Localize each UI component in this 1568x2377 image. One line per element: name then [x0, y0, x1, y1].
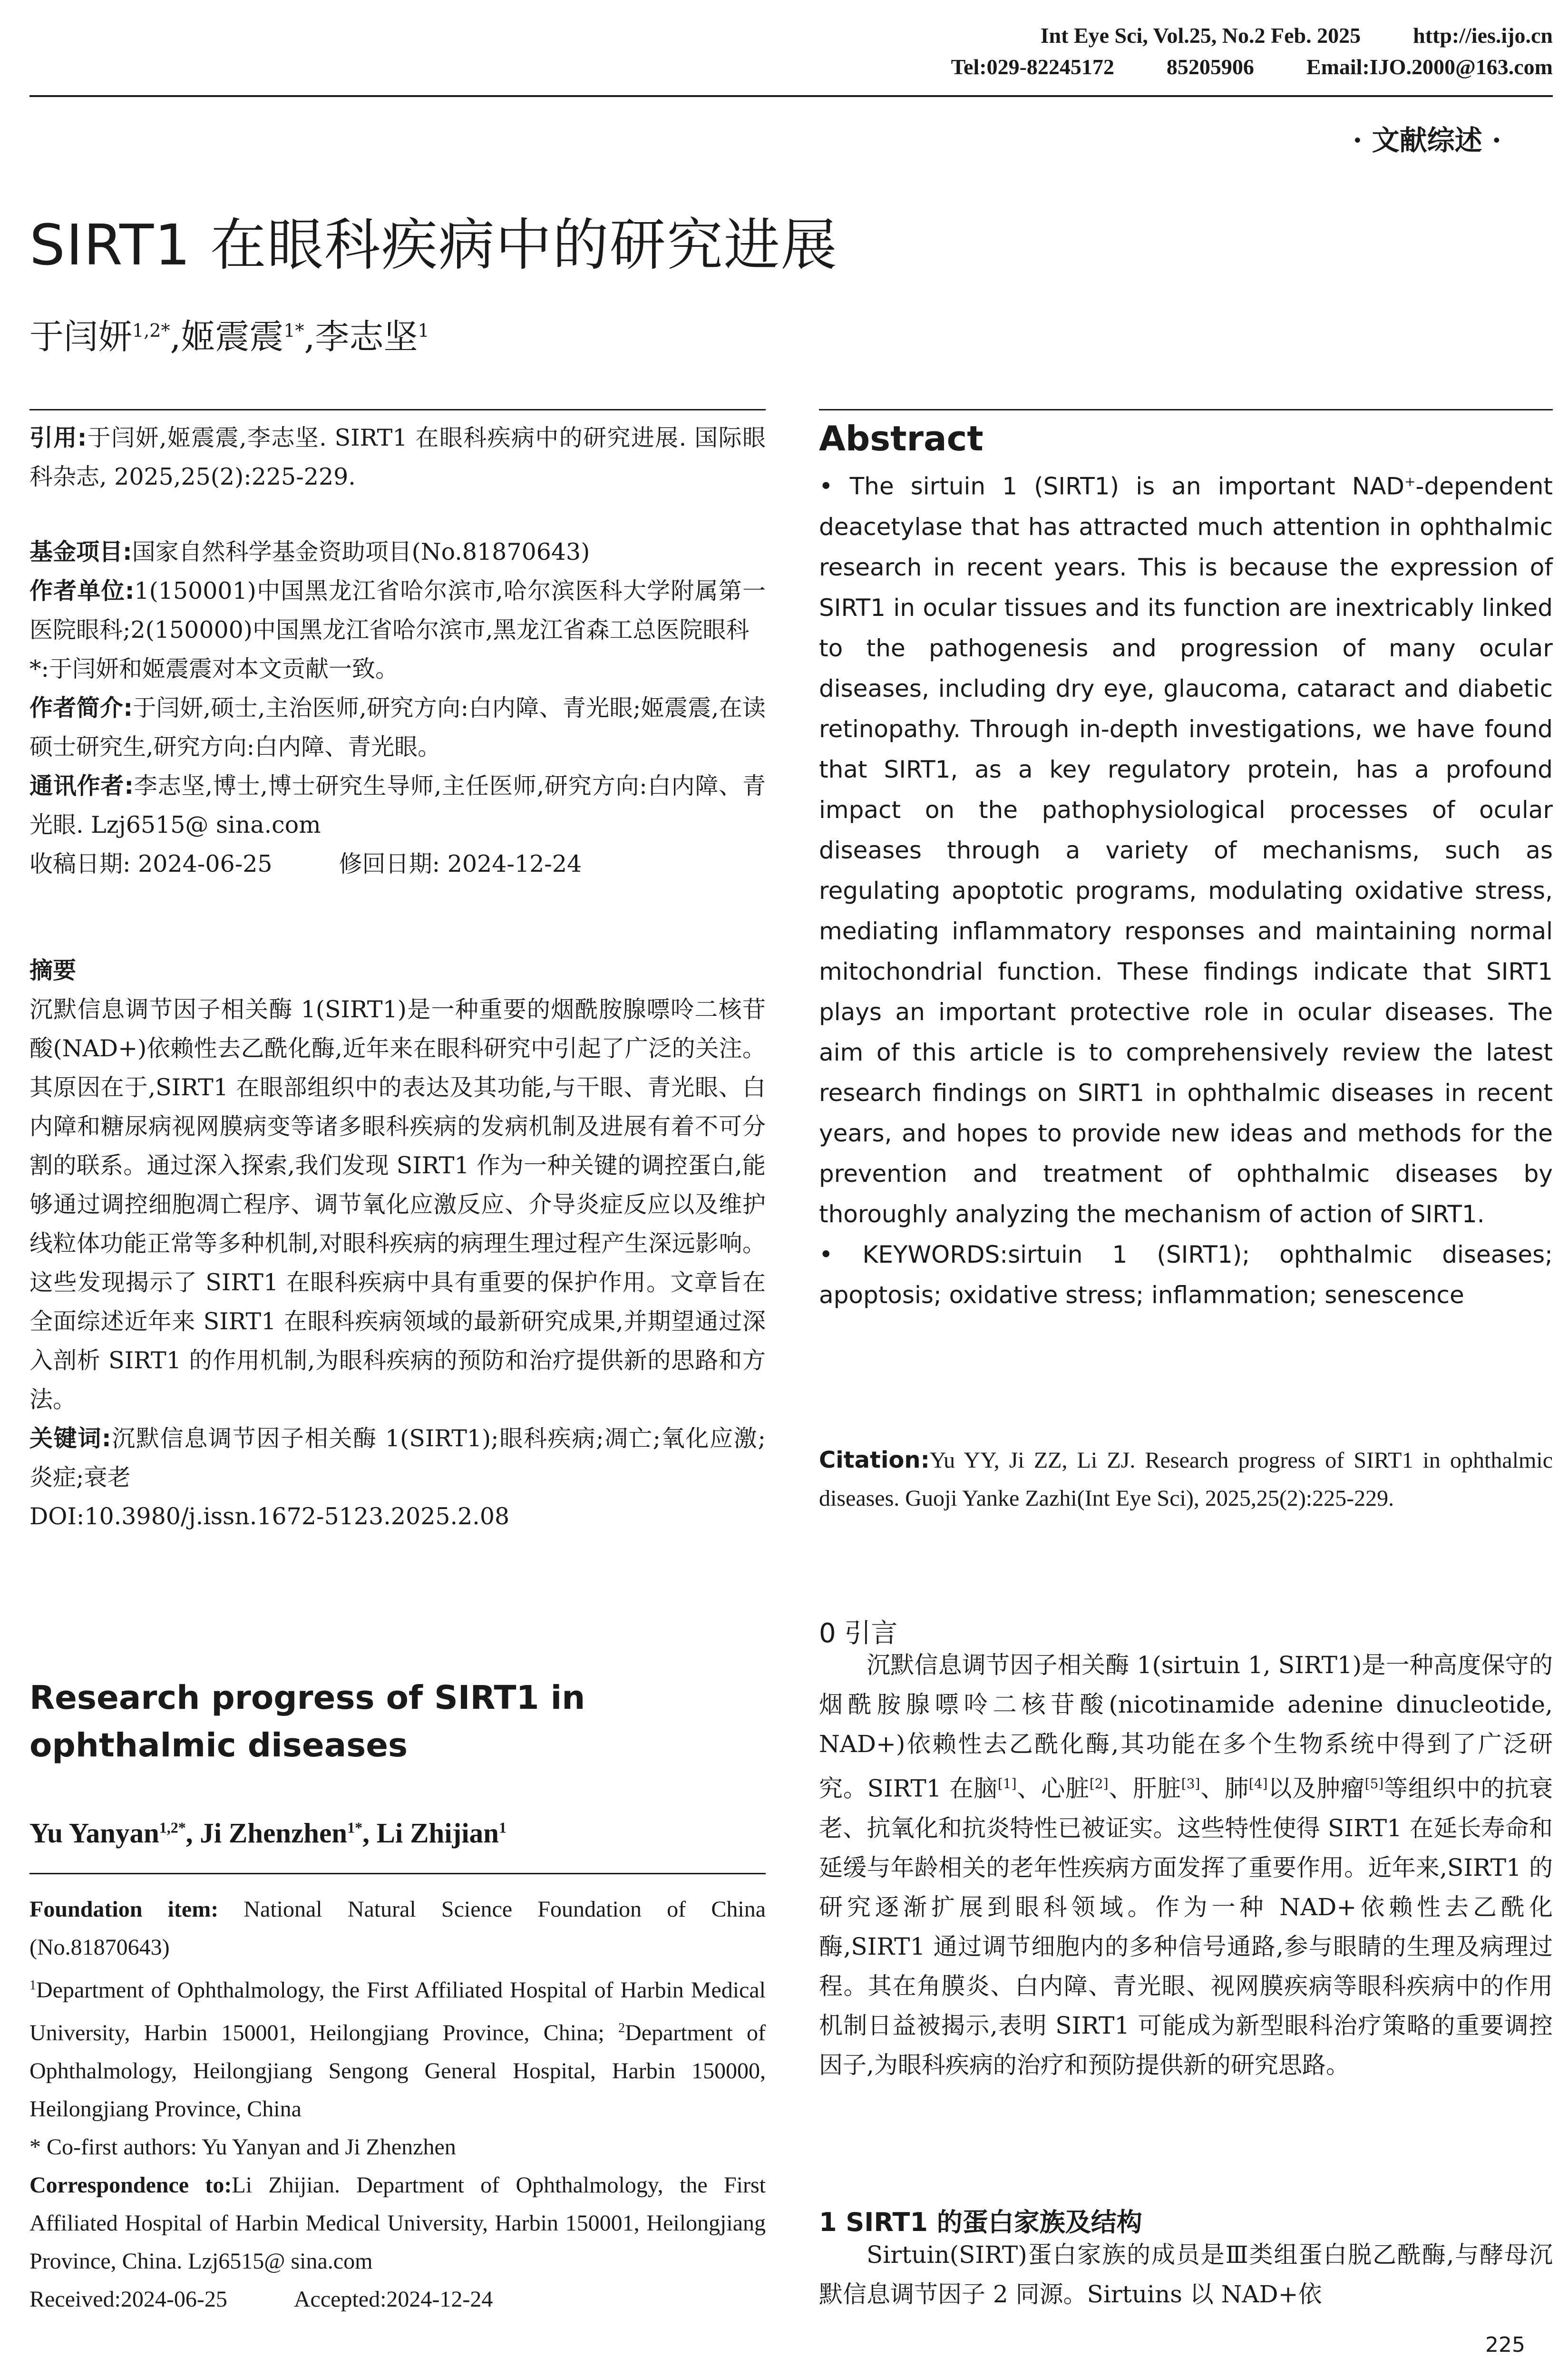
received-en: Received:2024-06-25	[29, 2287, 227, 2312]
left-column-rule	[29, 409, 766, 410]
reference-link[interactable]: [2]	[1089, 1776, 1109, 1792]
revised-date: 修回日期: 2024-12-24	[339, 850, 582, 877]
affiliation-2: Department of Ophthalmology, Heilongjiang Sengong General Hospital, Harbin 150000, Heilongjiang Province, China	[29, 2020, 766, 2122]
reference-link[interactable]: [5]	[1364, 1776, 1384, 1792]
equal-contribution-note: *:于闫妍和姬震震对本文贡献一致。	[29, 655, 399, 682]
author-list: 于闫妍$^{1,2*}$,姬震震$^{1*}$,李志坚$^1$	[29, 317, 429, 357]
bio-text: 于闫妍,硕士,主治医师,研究方向:白内障、青光眼;姬震震,在读硕士研究生,研究方向:白内障、青光眼。	[29, 694, 766, 760]
citation-label: Citation:	[819, 1447, 930, 1473]
accepted-en: Accepted:2024-12-24	[293, 2287, 493, 2312]
author-name: 李志坚	[315, 317, 418, 357]
citation-en	[819, 1441, 1553, 1518]
reference-link[interactable]: [3]	[1181, 1776, 1200, 1792]
received-date: 收稿日期: 2024-06-25	[29, 850, 273, 877]
english-author-name: Li Zhijian	[376, 1817, 499, 1849]
abstract-text-rest: -dependent deacetylase that has attracted much attention in ophthalmic research in recent years. This is because the expression of SIRT1 in ocular tissues and its function are inextricably linked to the pathogenesis and progression of many ocular diseases, including dry eye, glaucoma, cataract and diabetic retinopathy. Through in-depth investigations, we have found that SIRT1, as a key regulatory protein, has a profound impact on the pathophysiological processes of ocular diseases through a variety of mechanisms, such as regulating apoptotic programs, modulating oxidative stress, mediating inflammatory responses and maintaining normal mitochondrial function. These findings indicate that SIRT1 plays an important protective role in ocular diseases. The aim of this article is to comprehensively review the latest research findings on SIRT1 in ophthalmic diseases in recent years, and hopes to provide new ideas and methods for the prevention and treatment of ophthalmic diseases by thoroughly analyzing the mechanism of action of SIRT1.	[819, 472, 1553, 1228]
english-author-name: Yu Yanyan	[29, 1817, 159, 1849]
cn-article-info	[29, 533, 766, 884]
journal-tel: Tel:029-82245172	[951, 55, 1114, 79]
english-author-affiliation: 1,2*	[159, 1819, 186, 1836]
journal-url[interactable]: http://ies.ijo.cn	[1413, 23, 1553, 48]
header-rule	[29, 95, 1553, 97]
corr-text: 李志坚,博士,博士研究生导师,主任医师,研究方向:白内障、青光眼. Lzj6515@ sina.com	[29, 772, 766, 838]
reference-link[interactable]: [4]	[1248, 1776, 1268, 1792]
journal-tel2: 85205906	[1166, 55, 1254, 79]
abstract-text-start: • The sirtuin 1 (SIRT1) is an important NAD	[819, 472, 1404, 500]
author-name: 姬震震	[181, 317, 284, 357]
author-name: 于闫妍	[29, 317, 133, 357]
affiliation-1: Department of Ophthalmology, the First Affiliated Hospital of Harbin Medical University, Harbin 150001, Heilongjiang Province, China;	[29, 1978, 766, 2046]
cofirst-note: * Co-first authors: Yu Yanyan and Ji Zhenzhen	[29, 2134, 456, 2160]
english-author-name: Ji Zhenzhen	[200, 1817, 348, 1849]
author-affiliation: 1	[418, 320, 429, 341]
english-front-rule	[29, 1873, 766, 1874]
section-0-heading: 0 引言	[819, 1618, 898, 1649]
keywords-label: • KEYWORDS:	[819, 1240, 1008, 1268]
cn-abstract-heading: 摘要	[29, 957, 77, 984]
journal-email[interactable]: Email:IJO.2000@163.com	[1306, 55, 1553, 79]
english-author-affiliation: 1	[498, 1819, 506, 1836]
page-number: 225	[1485, 2333, 1525, 2357]
keywords-text: sirtuin 1 (SIRT1); ophthalmic diseases; apoptosis; oxidative stress; inflammation; senescence	[819, 1240, 1553, 1309]
english-author-affiliation: 1*	[347, 1819, 363, 1836]
english-title: Research progress of SIRT1 in ophthalmic diseases	[29, 1679, 585, 1764]
doi[interactable]: DOI:10.3980/j.issn.1672-5123.2025.2.08	[29, 1503, 510, 1530]
citation-text: Yu YY, Ji ZZ, Li ZJ. Research progress of SIRT1 in ophthalmic diseases. Guoji Yanke Zazhi(Int Eye Sci), 2025,25(2):225-229.	[819, 1448, 1553, 1511]
english-author-list: Yu Yanyan$^{1,2*}$, Ji Zhenzhen$^{1*}$, Li Zhijian$^1$	[29, 1817, 506, 1849]
abstract-heading: Abstract	[819, 419, 984, 458]
bio-label: 作者简介:	[29, 694, 133, 721]
english-article-info: Foundation item: National Natural Science Foundation of China (No.81870643) $^1$Department of Ophthalmology, the First Affiliated Hospital of Harbin Medical University, Harbin 150001, Heilongjiang Province, China; $^2$Department of Ophthalmology, Heilongjiang Sengong General Hospital, Harbin 150000, Heilongjiang Province, China * Co-first authors: Yu Yanyan and Ji Zhenzhen Correspondence to:Li Zhijian. Department of Ophthalmology, the First Affiliated Hospital of Harbin Medical University, Harbin 150001, Heilongjiang Province, China. Lzj6515@ sina.com Received:2024-06-25 Accepted:2024-12-24	[29, 1897, 766, 2312]
section-0-body: 沉默信息调节因子相关酶 1(sirtuin 1, SIRT1)是一种高度保守的烟酰胺腺嘌呤二核苷酸(nicotinamide adenine dinucleotide, NAD+)依赖性去乙酰化酶,其功能在多个生物系统中得到了广泛研究。SIRT1 在脑[1]、心脏[2]、肝脏[3]、肺[4]以及肿瘤[5]等组织中的抗衰老、抗氧化和抗炎特性已被证实。这些特性使得 SIRT1 在延长寿命和延缓与年龄相关的老年性疾病方面发挥了重要作用。近年来,SIRT1 的研究逐渐扩展到眼科领域。作为一种 NAD+依赖性去乙酰化酶,SIRT1 通过调节细胞内的多种信号通路,参与眼睛的生理及病理过程。其在角膜炎、白内障、青光眼、视网膜疾病等眼科疾病中的作用机制日益被揭示,表明 SIRT1 可能成为新型眼科治疗策略的重要调控因子,为眼科疾病的治疗和预防提供新的研究思路。	[819, 1651, 1553, 2079]
correspondence-label: Correspondence to:	[29, 2172, 232, 2198]
running-head	[951, 20, 1553, 83]
abstract-body	[819, 461, 1553, 1315]
abstract-sup: +	[1404, 474, 1416, 489]
cn-citation-label: 引用:	[29, 424, 87, 451]
cn-abstract	[29, 951, 766, 1536]
cn-citation-text: 于闫妍,姬震震,李志坚. SIRT1 在眼科疾病中的研究进展. 国际眼科杂志, 2025,25(2):225-229.	[29, 424, 766, 490]
author-affiliation: 1*	[283, 320, 304, 341]
cn-keywords-text: 沉默信息调节因子相关酶 1(SIRT1);眼科疾病;凋亡;氧化应激;炎症;衰老	[29, 1425, 766, 1491]
cn-citation-block	[29, 419, 766, 497]
section-1-body: Sirtuin(SIRT)蛋白家族的成员是Ⅲ类组蛋白脱乙酰酶,与酵母沉默信息调节因子 2 同源。Sirtuins 以 NAD+依	[819, 2241, 1553, 2308]
cn-abstract-body: 沉默信息调节因子相关酶 1(SIRT1)是一种重要的烟酰胺腺嘌呤二核苷酸(NAD+)依赖性去乙酰化酶,近年来在眼科研究中引起了广泛的关注。其原因在于,SIRT1 在眼部组织中的表达及其功能,与干眼、青光眼、白内障和糖尿病视网膜病变等诸多眼科疾病的发病机制及进展有着不可分割的联系。通过深入探索,我们发现 SIRT1 作为一种关键的调控蛋白,能够通过调控细胞凋亡程序、调节氧化应激反应、介导炎症反应以及维护线粒体功能正常等多种机制,对眼科疾病的病理生理过程产生深远影响。这些发现揭示了 SIRT1 在眼科疾病中具有重要的保护作用。文章旨在全面综述近年来 SIRT1 在眼科疾病领域的最新研究成果,并期望通过深入剖析 SIRT1 的作用机制,为眼科疾病的预防和治疗提供新的思路和方法。	[29, 996, 766, 1413]
section-1-heading: 1 SIRT1 的蛋白家族及结构	[819, 2207, 1142, 2237]
foundation-text: National Natural Science Foundation of China (No.81870643)	[29, 1897, 766, 1960]
right-column-rule	[819, 409, 1553, 410]
author-affiliation: 1,2*	[132, 320, 170, 341]
section-tag: · 文献综述 ·	[1353, 124, 1501, 156]
fund-text: 国家自然科学基金资助项目(No.81870643)	[132, 538, 590, 565]
reference-link[interactable]: [1]	[997, 1776, 1017, 1792]
fund-label: 基金项目:	[29, 538, 132, 565]
foundation-label: Foundation item:	[29, 1897, 219, 1922]
article-title: SIRT1 在眼科疾病中的研究进展	[29, 212, 838, 278]
correspondence-text: Li Zhijian. Department of Ophthalmology, the First Affiliated Hospital of Harbin Medical University, Harbin 150001, Heilongjiang Province, China. Lzj6515@ sina.com	[29, 2172, 766, 2274]
corr-label: 通讯作者:	[29, 772, 134, 799]
cn-keywords-label: 关键词:	[29, 1425, 111, 1452]
unit-label: 作者单位:	[29, 577, 135, 604]
unit-text: 1(150001)中国黑龙江省哈尔滨市,哈尔滨医科大学附属第一医院眼科;2(150000)中国黑龙江省哈尔滨市,黑龙江省森工总医院眼科	[29, 577, 766, 643]
journal-line: Int Eye Sci, Vol.25, No.2 Feb. 2025	[1040, 23, 1361, 48]
